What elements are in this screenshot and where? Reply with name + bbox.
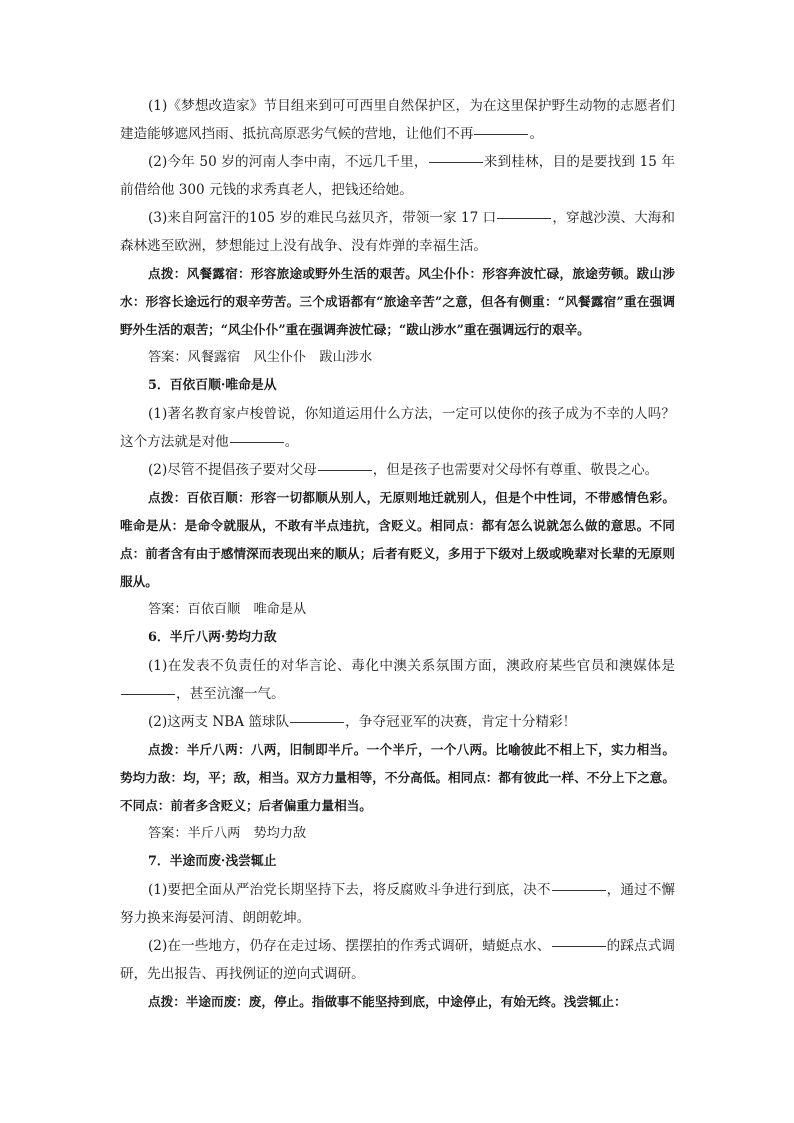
- answer-blank: [552, 945, 606, 947]
- question-2: [120, 708, 675, 736]
- question-text: (2)这两支 NBA 篮球队: [148, 714, 290, 730]
- hint-paragraph: 点拨：半斤八两：八两，旧制即半斤。一个半斤，一个八两。比喻彼此不相上下，实力相当。势均力敌：均，平；敌，相当。双方力量相等，不分高低。相同点：都有彼此一样、不分上下之意。不同点：前者多含贬义；后者偏重力量相当。: [120, 742, 675, 813]
- question-text: (2)今年 50 岁的河南人李中南，不远几千里，: [148, 154, 428, 170]
- question-3: [120, 204, 675, 260]
- answer-blank: [429, 161, 483, 163]
- question-text: ，甚至沆瀣一气。: [176, 686, 285, 702]
- answer-blank: [230, 441, 284, 443]
- hint-paragraph: 点拨：百依百顺：形容一切都顺从别人，无原则地迁就别人，但是个中性词，不带感情色彩。唯命是从：是命令就服从，不敢有半点违抗，含贬义。相同点：都有怎么说就怎么做的意思。不同点：前者含有由于感情深而表现出来的顺从；后者有贬义，多用于下级对上级或晚辈对长辈的无原则服从。: [120, 490, 675, 589]
- answer-line: 答案：半斤八两 势均力敌: [148, 826, 307, 841]
- question-text: 。: [284, 434, 299, 450]
- question-text: 的踩点式调研，先出报告、再找例证的逆向式调研。: [120, 938, 675, 982]
- question-text: (1)著名教育家卢梭曾说，你知道运用什么方法，一定可以使你的孩子成为不幸的人吗？这个方法就是对他: [120, 406, 675, 450]
- question-text: (2)尽管不提倡孩子要对父母: [148, 462, 317, 478]
- question-text: (1)《梦想改造家》节目组来到可可西里自然保护区，为在这里保护野生动物的志愿者们建造能够遮风挡雨、抵抗高原恶劣气候的营地，让他们不再: [120, 98, 675, 142]
- answer-line: 答案：风餐露宿 风尘仆仆 跋山涉水: [148, 350, 373, 365]
- answer-blank: [290, 721, 344, 723]
- hint-paragraph: 点拨：风餐露宿：形容旅途或野外生活的艰苦。风尘仆仆：形容奔波忙碌，旅途劳顿。跋山涉水：形容长途远行的艰辛劳苦。三个成语都有“旅途辛苦”之意，但各有侧重：“风餐露宿”重在强调野外生活的艰苦；“风尘仆仆”重在强调奔波忙碌；“跋山涉水”重在强调远行的艰辛。: [120, 266, 675, 337]
- question-text: ，通过不懈努力换来海晏河清、朗朗乾坤。: [120, 882, 675, 926]
- answer-blank: [552, 889, 606, 891]
- question-text: ，穿越沙漠、大海和森林逃至欧洲，梦想能过上没有战争、没有炸弹的幸福生活。: [120, 210, 675, 254]
- question-1: [120, 652, 675, 708]
- question-2: [120, 456, 675, 484]
- section-heading: 5．百依百顺·唯命是从: [148, 378, 277, 393]
- question-1: [120, 400, 675, 456]
- answer-blank: [497, 217, 551, 219]
- answer-blank: [318, 469, 372, 471]
- question-2: [120, 932, 675, 988]
- answer-blank: [474, 133, 528, 135]
- question-2: [120, 148, 675, 204]
- document-page: [120, 92, 675, 1016]
- question-1: [120, 92, 675, 148]
- answer-blank: [121, 693, 175, 695]
- question-text: (2)在一些地方，仍存在走过场、摆摆拍的作秀式调研，蜻蜓点水、: [148, 938, 551, 954]
- hint-paragraph: 点拨：半途而废：废，停止。指做事不能坚持到底，中途停止，有始无终。浅尝辄止：: [148, 994, 627, 1009]
- question-text: (3)来自阿富汗的105 岁的难民乌兹贝齐，带领一家 17 口: [148, 210, 497, 226]
- answer-line: 答案：百依百顺 唯命是从: [148, 602, 307, 617]
- section-heading: 6．半斤八两·势均力敌: [148, 630, 277, 645]
- question-text: 来到桂林，目的是要找到 15 年前借给他 300 元钱的求秀真老人，把钱还给她。: [120, 154, 675, 198]
- question-text: ，但是孩子也需要对父母怀有尊重、敬畏之心。: [372, 462, 659, 478]
- question-text: ，争夺冠亚军的决赛，肯定十分精彩！: [345, 714, 577, 730]
- question-text: 。: [529, 126, 544, 142]
- question-text: (1)要把全面从严治党长期坚持下去，将反腐败斗争进行到底，决不: [148, 882, 551, 898]
- section-heading: 7．半途而废·浅尝辄止: [148, 854, 277, 869]
- question-text: (1)在发表不负责任的对华言论、毒化中澳关系氛围方面，澳政府某些官员和澳媒体是: [148, 658, 675, 674]
- question-1: [120, 876, 675, 932]
